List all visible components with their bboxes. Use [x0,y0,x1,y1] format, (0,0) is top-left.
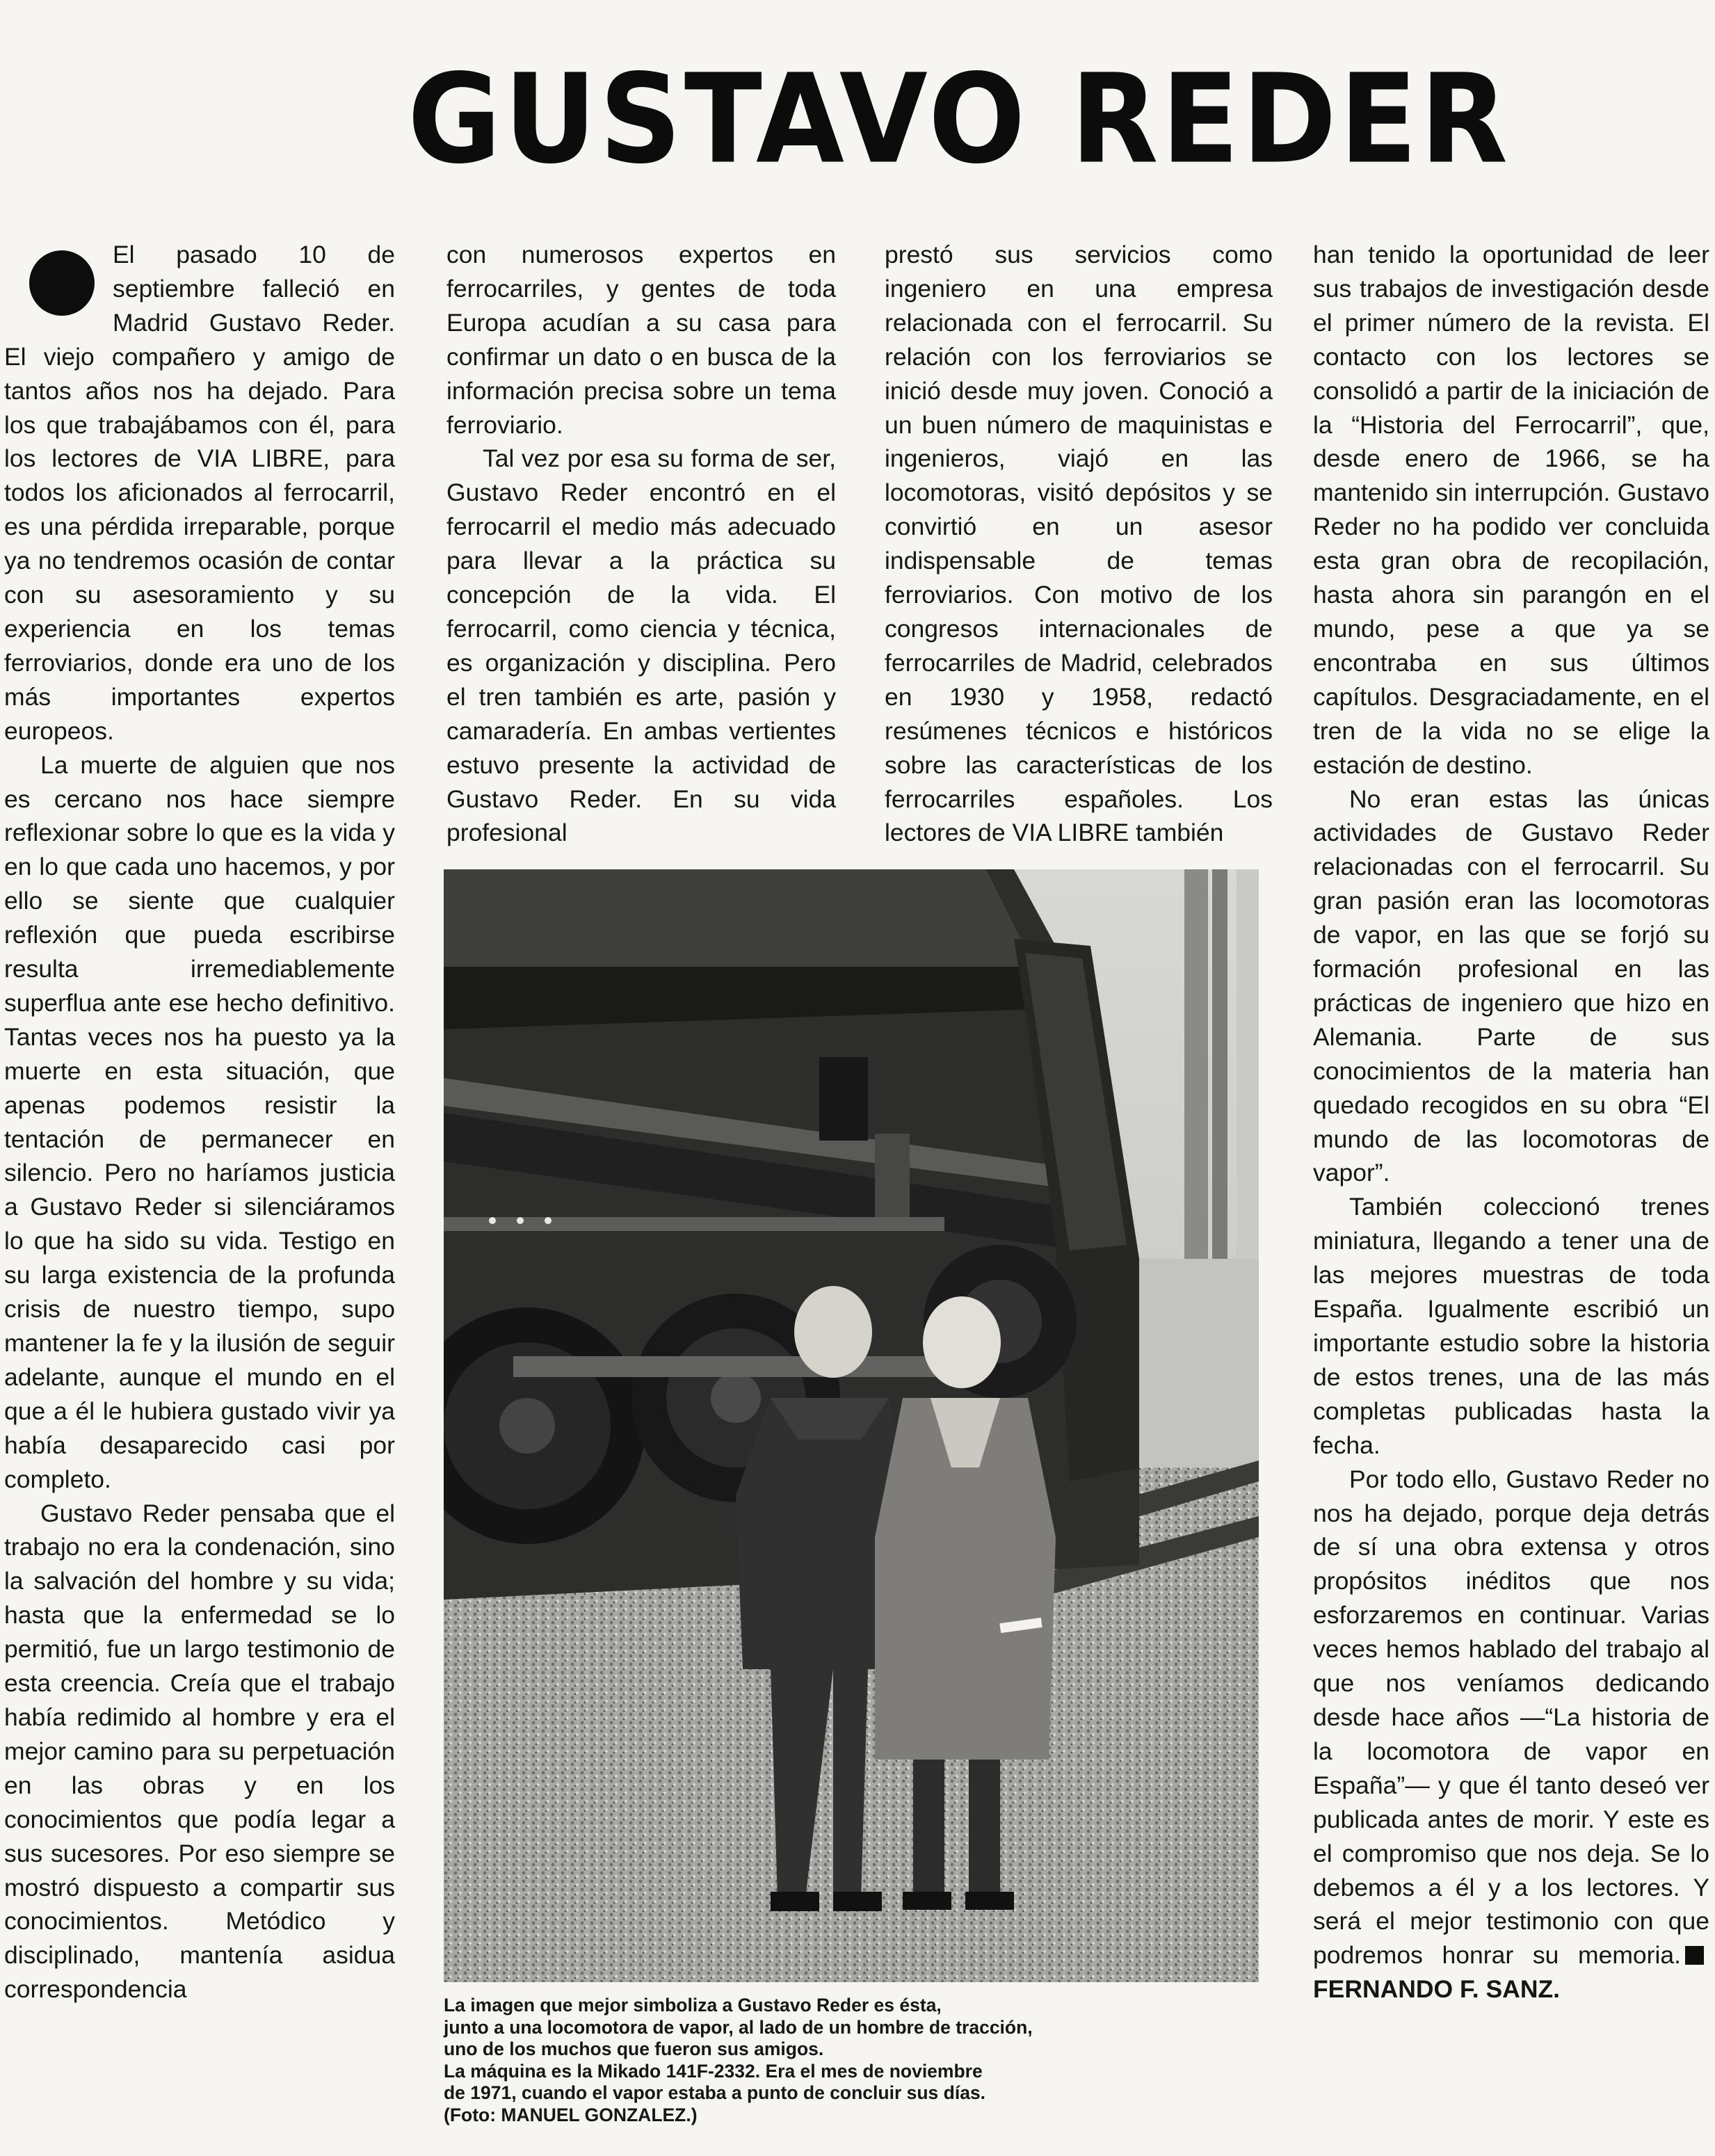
article-title: GUSTAVO REDER [408,59,1511,180]
caption-line: de 1971, cuando el vapor estaba a punto de concluir sus días. [444,2082,986,2103]
paragraph: No eran estas las únicas actividades de Gustavo Reder relacionadas con el ferrocarril. Su gran pasión eran las locomotoras de vapor, en las que se forjó su formación profesional en las prácticas de ingeniero que hizo en Alemania. Parte de sus conocimientos de la materia han quedado recogidos en su obra “El mundo de las locomotoras de vapor”. [1313,785,1709,1187]
photo-caption [444,1995,1259,2126]
paragraph-final [1313,1463,1709,2007]
caption-line: uno de los muchos que fueron sus amigos. [444,2038,824,2059]
paragraph: El pasado 10 de septiembre falleció en Madrid Gustavo Reder. El viejo compañero y amigo de tantos años nos ha dejado. Para los que trabajábamos con él, para los lectores de VIA LIBRE, para todos los aficionados al ferrocarril, es una pérdida irreparable, porque ya no tendremos ocasión de contar con su asesoramiento y su experiencia en los temas ferroviarios, donde era uno de los más importantes expertos europeos. [4,241,395,745]
article-column-1 [4,238,395,2142]
paragraph: han tenido la oportunidad de leer sus trabajos de investigación desde el primer número de la revista. El contacto con los lectores se consolidó a partir de la iniciación de la “Historia del Ferrocarril”, que, desde enero de 1966, se ha mantenido sin interrupción. Gustavo Reder no ha podido ver concluida esta gran obra de recopilación, hasta ahora sin parangón en el mundo, pese a que ya se encontraba en sus últimos capítulos. Desgraciadamente, en el tren de la vida no se elige la estación de destino. [1313,241,1709,779]
paragraph: También coleccionó trenes miniatura, llegando a tener una de las mejores muestras de toda España. Igualmente escribió un importante estudio sobre la historia de estos trenes, una de las más completas publicadas hasta la fecha. [1313,1193,1709,1459]
locomotive-photo [444,869,1259,1982]
paragraph: con numerosos expertos en ferrocarriles, y gentes de toda Europa acudían a su casa para confirmar un dato o en busca de la información precisa sobre un tema ferroviario. [446,241,836,439]
paragraph: Gustavo Reder pensaba que el trabajo no era la condenación, sino la salvación del hombre y su vida; hasta que la enfermedad se lo permitió, fue un largo testimonio de esta creencia. Creía que el trabajo había redimido al hombre y era el mejor camino para su perpetuación en las obras y en los conocimientos que podía legar a sus sucesores. Por eso siempre se mostró dispuesto a compartir sus conocimientos. Metódico y disciplinado, mantenía asidua correspondencia [4,1499,395,2004]
paragraph: prestó sus servicios como ingeniero en una empresa relacionada con el ferrocarril. Su relación con los ferroviarios se inició desde muy joven. Conoció a un buen número de maquinistas e ingenieros, viajó en las locomotoras, visitó depósitos y se convirtió en un asesor indispensable de temas ferroviarios. Con motivo de los congresos internacionales de ferrocarriles de Madrid, celebrados en 1930 y 1958, redactó resúmenes técnicos e históricos sobre las características de los ferrocarriles españoles. Los lectores de VIA LIBRE también [885,241,1273,847]
author-byline: FERNANDO F. SANZ. [1313,1975,1560,2004]
paragraph: La muerte de alguien que nos es cercano nos hace siempre reflexionar sobre lo que es la vida y en lo que cada uno hacemos, y por ello se siente que cualquier reflexión que pueda escribirse resulta irremediablemente superflua ante ese hecho definitivo. Tantas veces nos ha puesto ya la muerte en esta situación, que apenas podemos resistir la tentación de permanecer en silencio. Pero no haríamos justicia a Gustavo Reder si silenciáramos lo que ha sido su vida. Testigo en su larga existencia de la profunda crisis de nuestro tiempo, supo mantener la fe y la ilusión de seguir adelante, aunque el mundo en el que a él le hubiera gustado vivir ya había desaparecido casi por completo. [4,750,395,1493]
closing-text: Por todo ello, Gustavo Reder no nos ha dejado, porque deja detrás de sí una obra extensa y otros propósitos inéditos que nos esforzaremos en continuar. Varias veces hemos hablado del trabajo al que nos veníamos dedicando desde hace años —“La historia de la locomotora de vapor en España”— y que él tanto deseó ver publicada antes de morir. Y este es el compromiso que nos deja. Se lo debemos a él y a los lectores. Y será el mejor testimonio con que podremos honrar su memoria. [1313,1465,1709,1970]
paragraph: Tal vez por esa su forma de ser, Gustavo Reder encontró en el ferrocarril el medio más adecuado para llevar a la práctica su concepción de la vida. El ferrocarril, como ciencia y técnica, es organización y disciplina. Pero el tren también es arte, pasión y camaradería. En ambas vertientes estuvo presente la actividad de Gustavo Reder. En su vida profesional [446,444,836,847]
caption-line: La máquina es la Mikado 141F-2332. Era el mes de noviembre [444,2060,983,2082]
end-mark-icon [1685,1946,1704,1965]
photo-credit: (Foto: MANUEL GONZALEZ.) [444,2104,698,2125]
caption-line: La imagen que mejor simboliza a Gustavo Reder es ésta, [444,1995,942,2016]
article-column-2 [446,238,836,850]
caption-line: junto a una locomotora de vapor, al lado de un hombre de tracción, [444,2016,1033,2038]
article-column-3 [885,238,1273,850]
drop-cap-bullet-icon [21,242,103,324]
article-column-4 [1313,238,1709,2142]
